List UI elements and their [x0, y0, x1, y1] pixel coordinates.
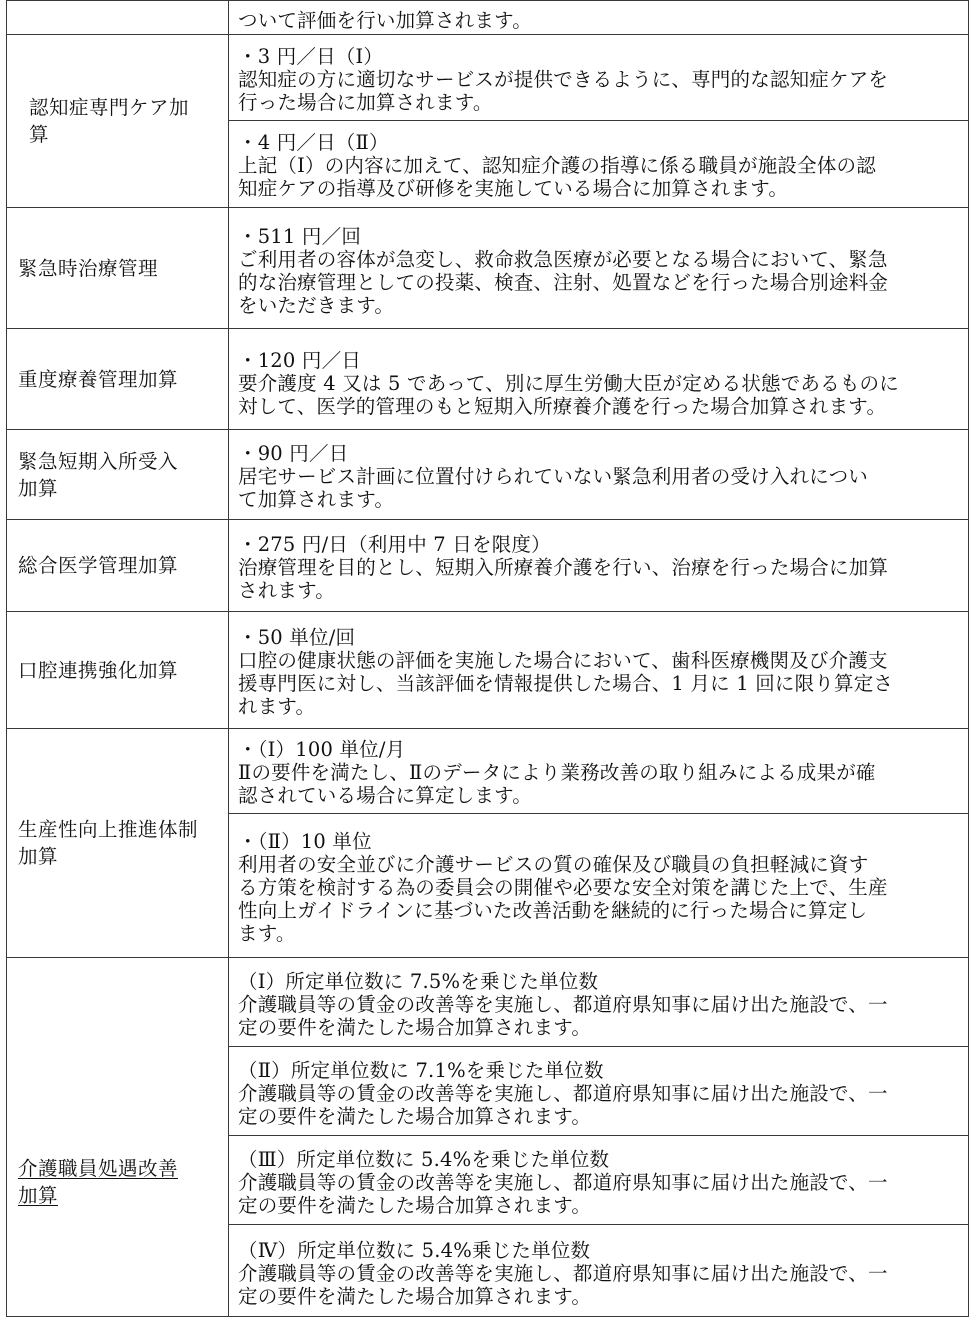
text-line: ・（Ⅰ）100 単位/月	[238, 738, 406, 761]
fee-table	[6, 0, 969, 1317]
row-description	[229, 520, 969, 612]
row-description	[229, 1047, 969, 1136]
label-line: 口腔連携強化加算	[18, 658, 179, 682]
table-row	[7, 1, 969, 35]
label-line: 加算	[18, 845, 59, 868]
row-description	[229, 208, 969, 329]
table-row	[7, 520, 969, 612]
label-line: 生産性向上推進体制	[18, 818, 199, 841]
row-label-general-medical	[7, 520, 229, 612]
text-line: 行った場合に加算されます。	[238, 90, 493, 114]
table-row	[7, 208, 969, 329]
text-line: 利用者の安全並びに介護サービスの質の確保及び職員の負担軽減に資す	[238, 852, 869, 876]
label-line: 重度療養管理加算	[18, 367, 179, 391]
table-row	[7, 612, 969, 729]
row-description	[229, 958, 969, 1047]
text-line: をいただきます。	[238, 293, 395, 317]
text-line: て加算されます。	[238, 487, 395, 511]
text-line: ついて評価を行い加算されます。	[238, 8, 532, 32]
text-line: 認されている場合に算定します。	[238, 784, 532, 807]
text-line: 援専門医に対し、当該評価を情報提供した場合、1 月に 1 回に限り算定さ	[238, 672, 894, 695]
text-line: 対して、医学的管理のもと短期入所療養介護を行った場合加算されます。	[238, 394, 887, 418]
text-line: （Ⅲ）所定単位数に 5.4%を乗じた単位数	[238, 1148, 610, 1171]
text-line: 介護職員等の賃金の改善等を実施し、都道府県知事に届け出た施設で、一	[238, 1171, 888, 1194]
text-line: Ⅱの要件を満たし、Ⅱのデータにより業務改善の取り組みによる成果が確	[238, 761, 876, 784]
text-line: されます。	[238, 579, 335, 602]
text-line: 定の要件を満たした場合加算されます。	[238, 1284, 592, 1308]
text-line: （Ⅱ）所定単位数に 7.1%を乗じた単位数	[238, 1059, 604, 1082]
row-label-productivity	[7, 729, 229, 958]
table-row	[7, 729, 969, 814]
row-label-emergency-treatment	[7, 208, 229, 329]
table-row	[7, 329, 969, 430]
text-line: ・50 単位/回	[238, 626, 356, 649]
text-line: ご利用者の容体が急変し、救命救急医療が必要となる場合において、緊急	[238, 247, 888, 271]
table-row	[7, 430, 969, 520]
row-label-emergency-short-stay	[7, 430, 229, 520]
label-line: 加算	[18, 1184, 59, 1207]
row-description	[229, 329, 969, 430]
text-line: 要介護度 4 又は 5 であって、別に厚生労働大臣が定める状態であるものに	[238, 371, 899, 395]
text-line: 認知症の方に適切なサービスが提供できるように、専門的な認知症ケアを	[238, 67, 889, 91]
row-label-oral-cooperation	[7, 612, 229, 729]
label-line: 緊急時治療管理	[18, 256, 159, 280]
row-description	[229, 1136, 969, 1225]
row-description	[229, 814, 969, 958]
row-description	[229, 1, 969, 35]
text-line: ・275 円/日（利用中 7 日を限度）	[238, 533, 551, 556]
text-line: 知症ケアの指導及び研修を実施している場合に加算されます。	[238, 177, 789, 200]
label-line: 認知症専門ケア加	[29, 96, 190, 119]
row-label-staff-treatment	[7, 958, 229, 1317]
text-line: ・90 円／日	[238, 441, 349, 465]
label-line: 算	[29, 123, 50, 146]
text-line: 居宅サービス計画に位置付けられていない緊急利用者の受け入れについ	[238, 464, 869, 488]
text-line: ・511 円／回	[238, 224, 362, 248]
row-description	[229, 612, 969, 729]
table-row	[7, 35, 969, 121]
row-label-empty	[7, 1, 229, 35]
text-line: れます。	[238, 695, 316, 718]
text-line: 定の要件を満たした場合加算されます。	[238, 1016, 592, 1039]
text-line: ・（Ⅱ）10 単位	[238, 829, 372, 853]
text-line: 定の要件を満たした場合加算されます。	[238, 1194, 592, 1217]
text-line: （Ⅰ）所定単位数に 7.5%を乗じた単位数	[238, 970, 599, 993]
table-row	[7, 958, 969, 1047]
text-line: 定の要件を満たした場合加算されます。	[238, 1105, 592, 1128]
row-description	[229, 1225, 969, 1317]
label-line: 緊急短期入所受入	[18, 449, 179, 473]
label-line: 介護職員処遇改善	[18, 1157, 179, 1180]
row-description	[229, 729, 969, 814]
row-description	[229, 35, 969, 121]
row-description	[229, 121, 969, 208]
label-line: 総合医学管理加算	[18, 554, 179, 577]
text-line: 性向上ガイドラインに基づいた改善活動を継続的に行った場合に算定し	[238, 898, 868, 922]
text-line: 的な治療管理としての投薬、検査、注射、処置などを行った場合別途料金	[238, 270, 889, 294]
text-line: ・4 円／日（Ⅱ）	[238, 131, 389, 154]
row-label-severe-care	[7, 329, 229, 430]
text-line: （Ⅳ）所定単位数に 5.4%乗じた単位数	[238, 1238, 591, 1262]
text-line: ます。	[238, 921, 296, 945]
row-label-dementia-care	[7, 35, 229, 208]
text-line: ・120 円／日	[238, 348, 362, 372]
text-line: 介護職員等の賃金の改善等を実施し、都道府県知事に届け出た施設で、一	[238, 1261, 888, 1285]
text-line: 治療管理を目的とし、短期入所療養介護を行い、治療を行った場合に加算	[238, 556, 889, 579]
text-line: 介護職員等の賃金の改善等を実施し、都道府県知事に届け出た施設で、一	[238, 1082, 888, 1105]
row-description	[229, 430, 969, 520]
text-line: 介護職員等の賃金の改善等を実施し、都道府県知事に届け出た施設で、一	[238, 993, 888, 1016]
label-line: 加算	[18, 476, 59, 500]
text-line: る方策を検討する為の委員会の開催や必要な安全対策を講じた上で、生産	[238, 875, 888, 899]
text-line: ・3 円／日（Ⅰ）	[238, 44, 384, 68]
text-line: 口腔の健康状態の評価を実施した場合において、歯科医療機関及び介護支	[238, 649, 888, 672]
text-line: 上記（Ⅰ）の内容に加えて、認知症介護の指導に係る職員が施設全体の認	[238, 154, 876, 177]
